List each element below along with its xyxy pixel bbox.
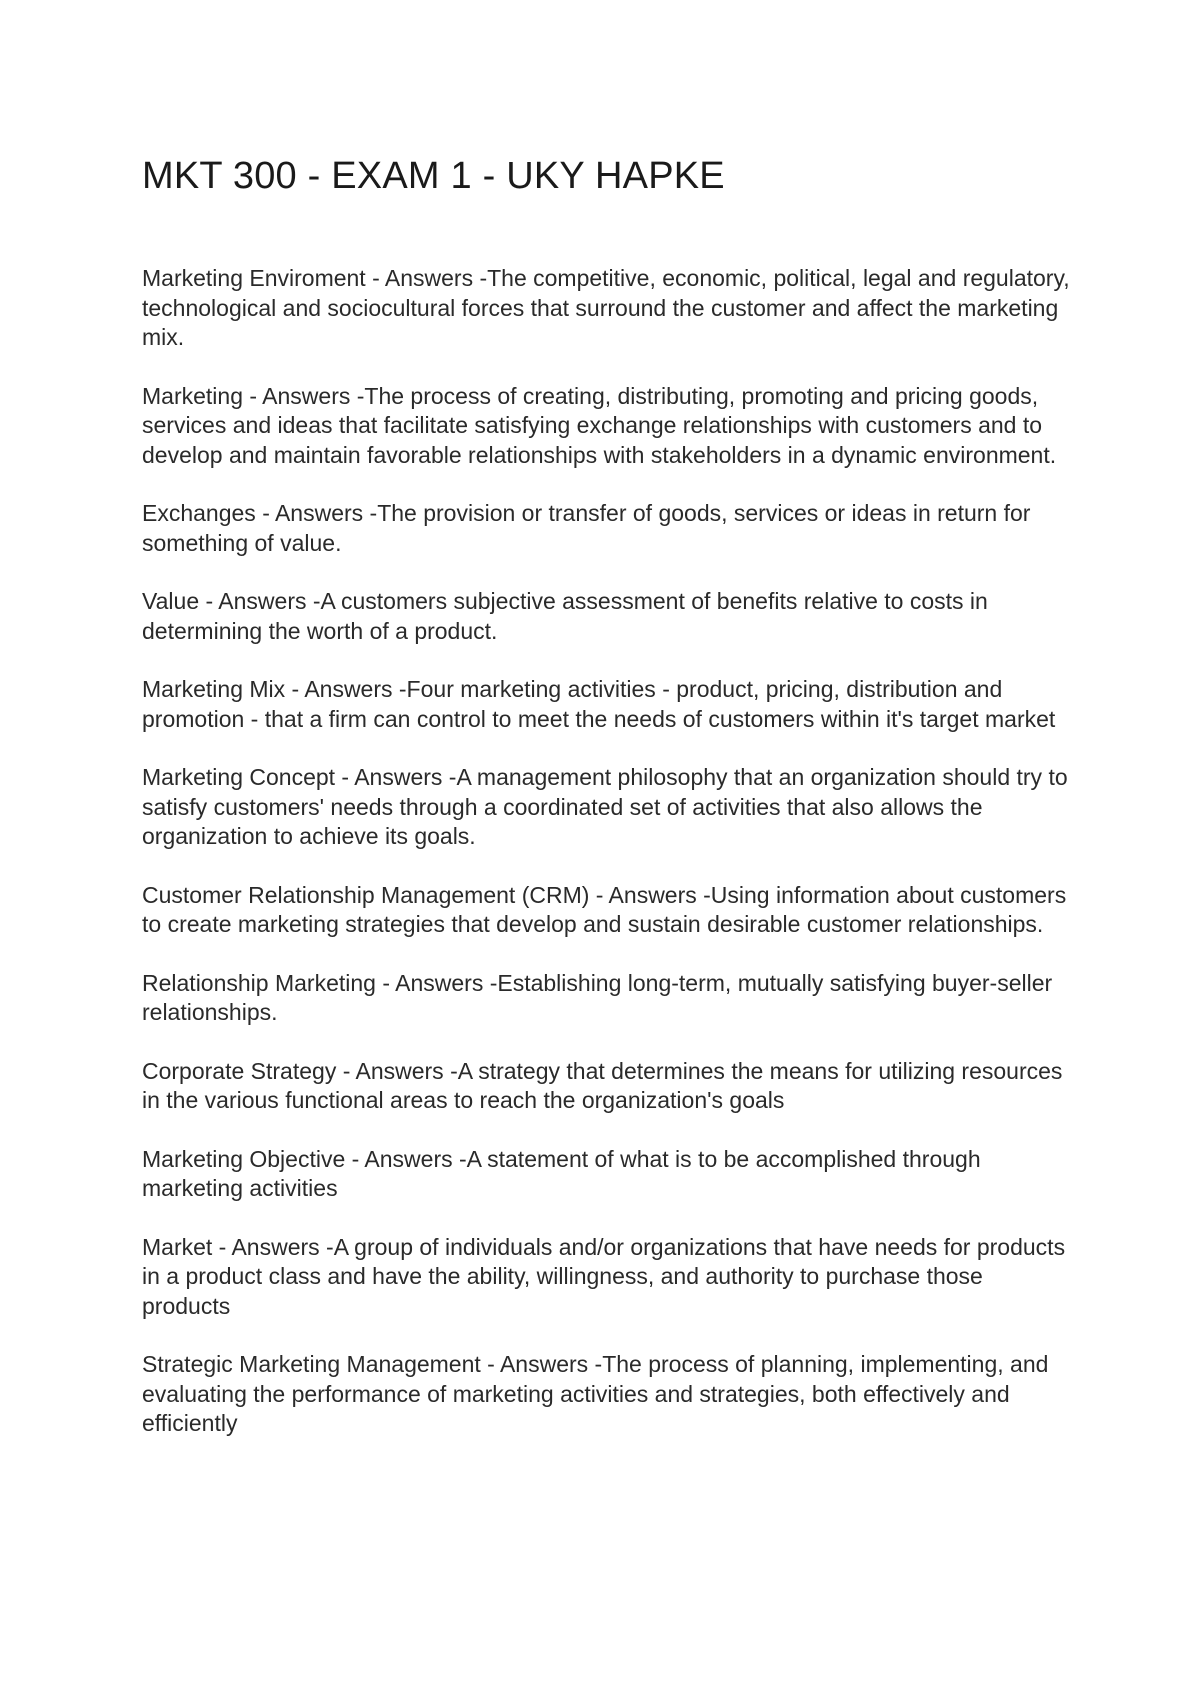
entry-value: Value - Answers -A customers subjective assessment of benefits relative to costs in determining the worth of a product. (142, 588, 988, 644)
entry-marketing-objective: Marketing Objective - Answers -A statement of what is to be accomplished through marketing activities (142, 1145, 981, 1201)
entry-marketing-mix: Marketing Mix - Answers -Four marketing activities - product, pricing, distribution and promotion - that a firm can control to meet the needs of customers within it's target market (142, 676, 1056, 732)
entry-list (142, 264, 1072, 1439)
entry-strategic-marketing-management: Strategic Marketing Management - Answers -The process of planning, implementing, and evaluating the performance of marketing activities and strategies, both effectively and efficiently (142, 1351, 1049, 1436)
entry-exchanges: Exchanges - Answers -The provision or transfer of goods, services or ideas in return for something of value. (142, 500, 1031, 556)
entry-relationship-marketing: Relationship Marketing - Answers -Establishing long-term, mutually satisfying buyer-seller relationships. (142, 969, 1053, 1025)
document-page (142, 150, 1072, 1468)
entry-crm: Customer Relationship Management (CRM) - Answers -Using information about customers to create marketing strategies that develop and sustain desirable customer relationships. (142, 881, 1067, 937)
entry-marketing: Marketing - Answers -The process of creating, distributing, promoting and pricing goods, services and ideas that facilitate satisfying exchange relationships with customers and to develop and maintain favorable relationships with stakeholders in a dynamic environment. (142, 382, 1057, 468)
entry-market: Market - Answers -A group of individuals and/or organizations that have needs for products in a product class and have the ability, willingness, and authority to purchase those products (142, 1233, 1066, 1319)
document-title: MKT 300 - EXAM 1 - UKY HAPKE (142, 155, 725, 197)
entry-marketing-concept: Marketing Concept - Answers -A management philosophy that an organization should try to satisfy customers' needs through a coordinated set of activities that also allows the organization to achieve its goals. (142, 764, 1068, 849)
entry-marketing-environment: Marketing Enviroment - Answers -The competitive, economic, political, legal and regulatory, technological and sociocultural forces that surround the customer and affect the marketing mix. (142, 265, 1070, 350)
entry-corporate-strategy: Corporate Strategy - Answers -A strategy that determines the means for utilizing resources in the various functional areas to reach the organization's goals (142, 1057, 1063, 1113)
